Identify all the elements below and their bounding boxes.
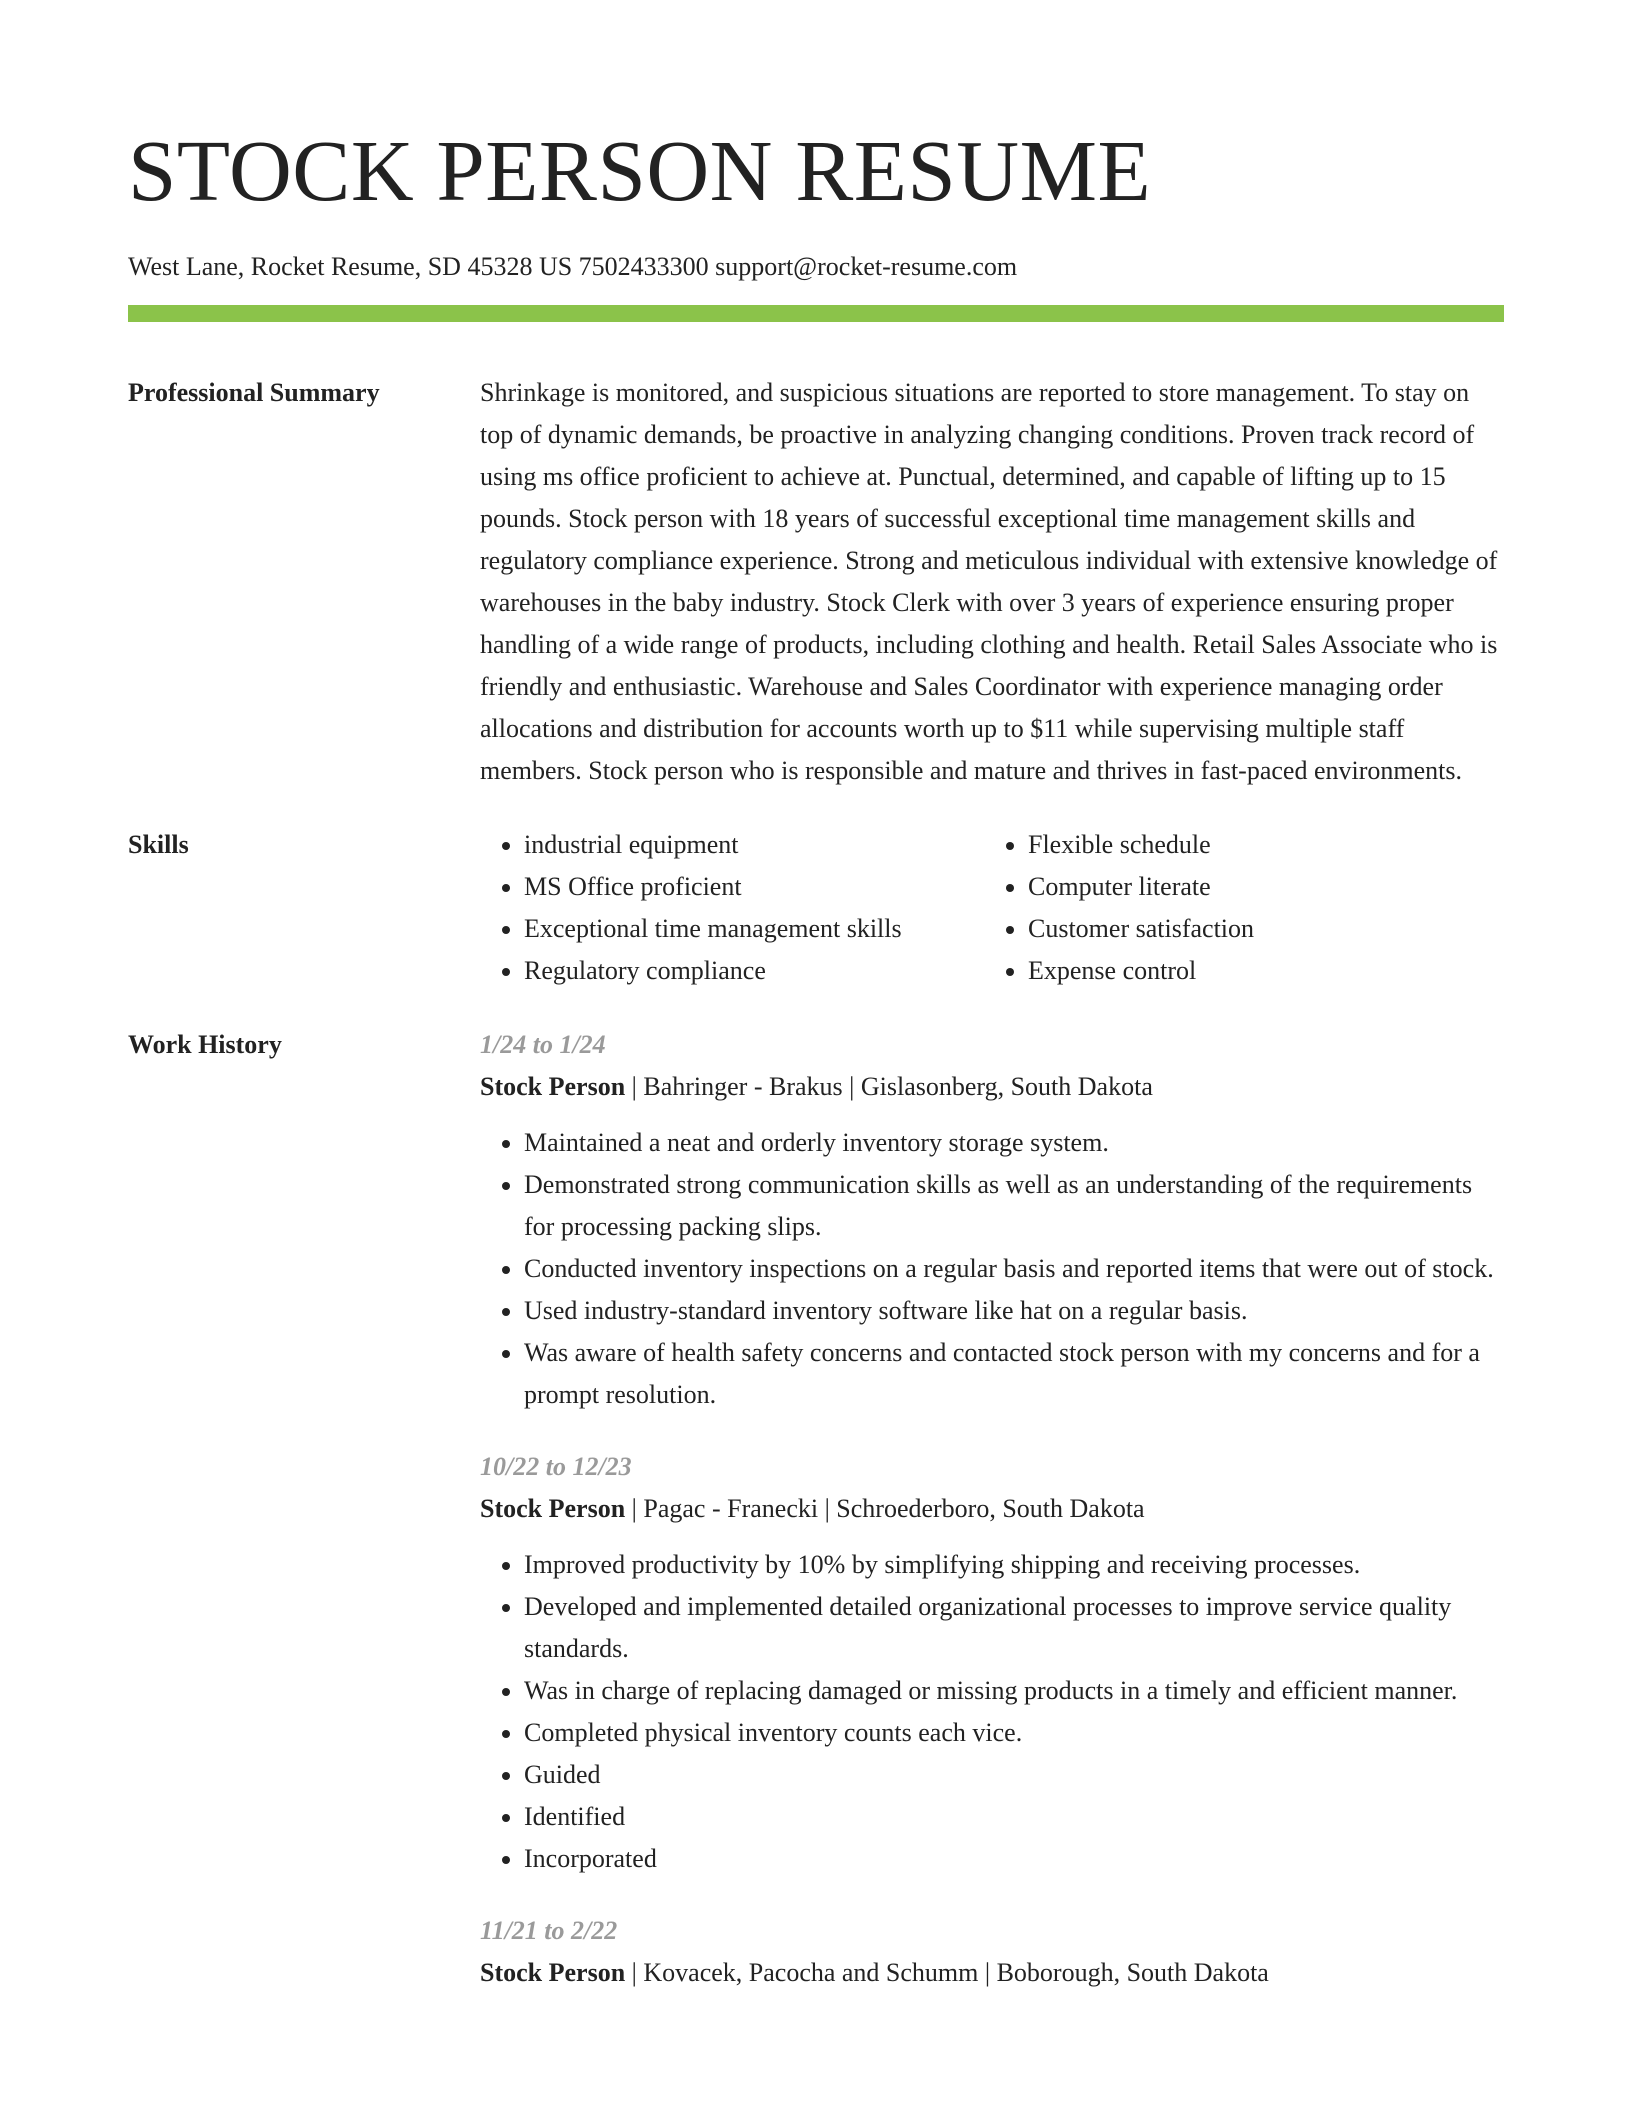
job-employer-location: | Bahringer - Brakus | Gislasonberg, South Dakota: [625, 1072, 1153, 1101]
work-history-list: [480, 1024, 1504, 2024]
accent-divider: [128, 305, 1504, 322]
job-bullet: • Demonstrated strong communication skills as well as an understanding of the requirements for processing packing slips.: [524, 1164, 1504, 1248]
job-bullet: • Conducted inventory inspections on a regular basis and reported items that were out of stock.: [524, 1248, 1504, 1290]
job-bullet: • Incorporated: [524, 1838, 1504, 1880]
job-bullet: • Used industry-standard inventory software like hat on a regular basis.: [524, 1290, 1504, 1332]
job-bullet: • Developed and implemented detailed organizational processes to improve service quality standards.: [524, 1586, 1504, 1670]
page-title: STOCK PERSON RESUME: [128, 122, 1152, 219]
section-label-work-history: Work History: [128, 1030, 282, 1059]
job-bullet: • Maintained a neat and orderly inventory storage system.: [524, 1122, 1504, 1164]
skills-list-left: [480, 824, 984, 992]
job-entry: [480, 1910, 1504, 1994]
summary-text: Shrinkage is monitored, and suspicious situations are reported to store management. To stay on top of dynamic demands, be proactive in analyzing changing conditions. Proven track record of using ms office proficient to achieve at. Punctual, determined, and capable of lifting up to 15 pounds. Stock person with 18 years of successful exceptional time management skills and regulatory compliance experience. Strong and meticulous individual with extensive knowledge of warehouses in the baby industry. Stock Clerk with over 3 years of experience ensuring proper handling of a wide range of products, including clothing and health. Retail Sales Associate who is friendly and enthusiastic. Warehouse and Sales Coordinator with experience managing order allocations and distribution for accounts worth up to $11 while supervising multiple staff members. Stock person who is responsible and mature and thrives in fast-paced environments.: [480, 378, 1498, 785]
job-bullet: • Guided: [524, 1754, 1504, 1796]
section-label-skills: Skills: [128, 830, 189, 859]
job-entry: [480, 1024, 1504, 1416]
job-bullet: • Improved productivity by 10% by simplifying shipping and receiving processes.: [524, 1544, 1504, 1586]
job-bullets: [480, 1544, 1504, 1880]
job-bullet: • Was in charge of replacing damaged or missing products in a timely and efficient manner.: [524, 1670, 1504, 1712]
job-bullet: • Was aware of health safety concerns and contacted stock person with my concerns and for a prompt resolution.: [524, 1332, 1504, 1416]
skills-section: [128, 824, 1504, 992]
skill-item: • Flexible schedule: [1028, 824, 1488, 866]
skill-item: • MS Office proficient: [524, 866, 984, 908]
job-dates: 10/22 to 12/23: [480, 1452, 632, 1481]
section-label-summary: Professional Summary: [128, 378, 380, 407]
job-entry: [480, 1446, 1504, 1880]
skill-item: • Regulatory compliance: [524, 950, 984, 992]
work-history-section: [128, 1024, 1504, 2024]
skill-item: • Exceptional time management skills: [524, 908, 984, 950]
skill-item: • Customer satisfaction: [1028, 908, 1488, 950]
job-bullet: • Completed physical inventory counts each vice.: [524, 1712, 1504, 1754]
skill-item: • Computer literate: [1028, 866, 1488, 908]
skill-item: • Expense control: [1028, 950, 1488, 992]
job-title: Stock Person: [480, 1072, 626, 1101]
job-bullet: • Identified: [524, 1796, 1504, 1838]
job-heading: [480, 1952, 1504, 1994]
job-employer-location: | Pagac - Franecki | Schroederboro, South Dakota: [625, 1494, 1145, 1523]
job-heading: [480, 1488, 1504, 1530]
job-dates: 1/24 to 1/24: [480, 1030, 606, 1059]
job-heading: [480, 1066, 1504, 1108]
job-bullets: [480, 1122, 1504, 1416]
job-title: Stock Person: [480, 1494, 626, 1523]
skills-list-right: [984, 824, 1488, 992]
job-employer-location: | Kovacek, Pacocha and Schumm | Boborough, South Dakota: [625, 1958, 1269, 1987]
professional-summary-section: [128, 372, 1504, 792]
job-dates: 11/21 to 2/22: [480, 1916, 618, 1945]
contact-line: West Lane, Rocket Resume, SD 45328 US 7502433300 support@rocket-resume.com: [128, 252, 1018, 281]
skills-columns: [480, 824, 1504, 992]
skill-item: • industrial equipment: [524, 824, 984, 866]
job-title: Stock Person: [480, 1958, 626, 1987]
